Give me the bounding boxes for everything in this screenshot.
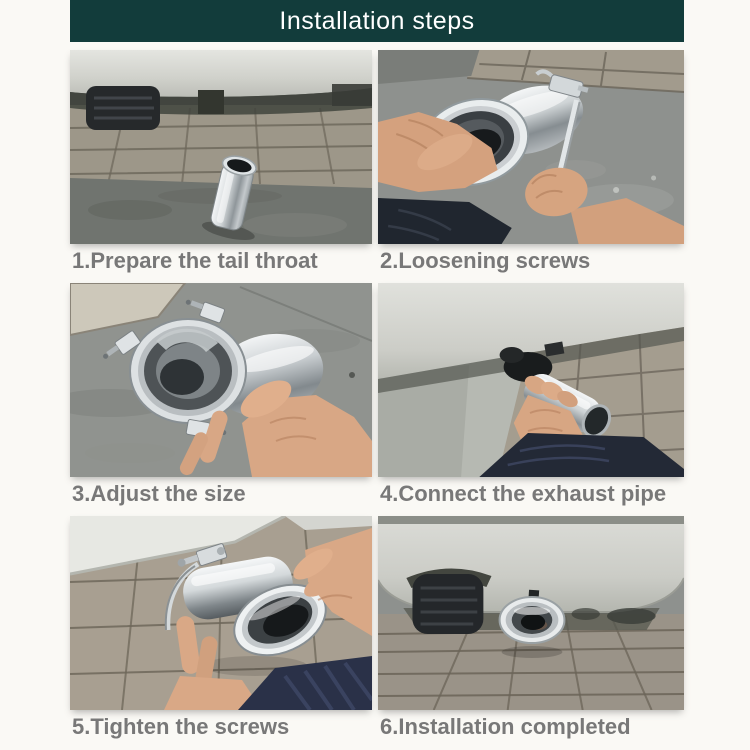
- step-2-cell: [378, 50, 684, 283]
- step-1-photo: [70, 50, 372, 244]
- step-2-caption: 2.Loosening screws: [380, 248, 591, 273]
- step-6-photo: [378, 516, 684, 710]
- header-bar: [70, 0, 684, 42]
- step-3-photo: [70, 283, 372, 477]
- installation-steps-panel: [70, 0, 684, 749]
- step-4-cell: [378, 283, 684, 516]
- step-3-caption: 3.Adjust the size: [72, 481, 246, 506]
- step-1-cell: [70, 50, 372, 283]
- step-6-cell: [378, 516, 684, 749]
- step-1-caption: 1.Prepare the tail throat: [72, 248, 318, 273]
- step-5-photo: [70, 516, 372, 710]
- step-2-photo: [378, 50, 684, 244]
- page-title: Installation steps: [279, 6, 475, 35]
- tire: [412, 574, 483, 634]
- tire: [86, 86, 160, 130]
- step-5-caption: 5.Tighten the screws: [72, 714, 290, 739]
- step-4-photo: [378, 283, 684, 477]
- photo-adjust-size: [70, 283, 372, 477]
- photo-loosening-screws: [378, 50, 684, 244]
- photo-connect-exhaust-pipe: [378, 283, 684, 477]
- step-3-cell: [70, 283, 372, 516]
- step-5-cell: [70, 516, 372, 749]
- clamp-ring: [130, 319, 246, 423]
- photo-tighten-screws: [70, 516, 372, 710]
- photo-installation-completed: [378, 516, 684, 710]
- mudflap: [198, 90, 224, 114]
- steps-grid: [70, 50, 684, 749]
- step-4-caption: 4.Connect the exhaust pipe: [380, 481, 667, 506]
- photo-exhaust-tip-on-ground: [70, 50, 372, 244]
- under-car-shadow: [332, 84, 372, 106]
- step-6-caption: 6.Installation completed: [380, 714, 631, 739]
